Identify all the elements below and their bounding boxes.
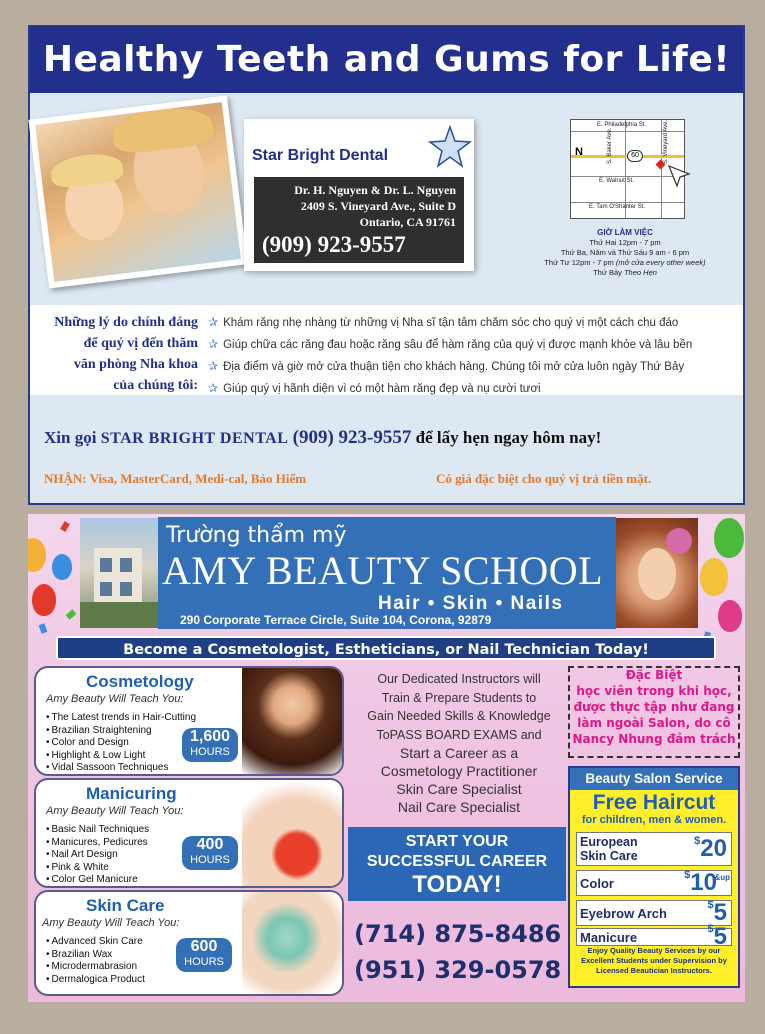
list-item: • The Latest trends in Hair-Cutting [46,712,196,725]
map-street: S. Baker Ave. [607,127,613,164]
hair-model-photo [242,668,342,774]
free-haircut-sub: for children, men & women. [581,814,727,826]
star-icon: ✰ [208,315,219,329]
map-street: E. Tam O'Shanter St. [589,204,646,210]
program-title: Skin Care [86,896,165,915]
teach-label: Amy Beauty Will Teach You: [46,693,184,705]
list-item: • Highlight & Low Light [46,750,196,763]
list-item: • Color Gel Manicure [46,874,149,887]
hours-badge: 600 HOURS [176,938,232,972]
map-street: E. Walnut St. [599,178,634,184]
teach-label: Amy Beauty Will Teach You: [42,917,180,929]
star-icon: ✰ [208,359,219,373]
star-icon: ✰ [208,381,219,395]
accepted-payments: NHẬN: Visa, MasterCard, Medi-cal, Bảo Hiểm [44,471,307,486]
list-item: • Brazilian Straightening [46,725,196,738]
school-building-photo [80,518,158,628]
salon-service-box [568,766,740,988]
teach-label: Amy Beauty Will Teach You: [46,805,184,817]
doctor-names: Dr. H. Nguyen & Dr. L. Nguyen [294,183,456,197]
business-card [244,119,474,271]
special-offer-box: Đặc Biệt học viên trong khi học, được thực tập như đang làm ngoài Salon, do cô Nancy Nhung đảm trách [568,666,740,758]
nails-flower-photo [242,780,342,886]
dental-ad [28,25,745,505]
balloon-icon [700,558,728,596]
school-name: AMY BEAUTY SCHOOL [162,548,604,593]
card-phone[interactable]: (909) 923-9557 [262,232,406,257]
list-item: • Brazilian Wax [46,949,145,962]
balloon-icon [28,538,46,572]
free-haircut: Free Haircut [592,791,716,814]
beauty-school-ad [28,514,745,1002]
list-item: • Pink & White [46,862,149,875]
balloon-icon [52,554,72,580]
school-phone-1[interactable]: (714) 875-8486 [354,920,562,948]
list-item: • Color and Design [46,737,196,750]
hours-title: GIỜ LÀM VIỆC [597,228,653,237]
reason-item: ✰ Khám răng nhẹ nhàng từ những vị Nha sĩ tận tâm chăm sóc cho quý vị một cách chu đáo [208,315,679,329]
cash-discount: Có giá đặc biệt cho quý vị trả tiền mặt. [436,471,652,486]
star-icon: ✰ [208,337,219,351]
dental-headline: Healthy Teeth and Gums for Life! [30,27,743,93]
school-tagline: Hair • Skin • Nails [378,593,564,614]
service-item: European Skin Care $20 [576,832,732,866]
program-manicuring [34,778,344,888]
program-title: Manicuring [86,784,177,803]
hours-line: Thứ Ba, Năm và Thứ Sáu 9 am - 6 pm [560,248,690,257]
card-details [254,177,464,263]
program-items [46,712,196,775]
school-subtitle: Trường thẩm mỹ [166,523,347,548]
list-item: • Manicures, Pedicures [46,837,149,850]
program-skin-care [34,890,344,996]
service-item: Color $10 &up [576,870,732,896]
program-title: Cosmetology [86,672,194,691]
cursor-pointer-icon [667,164,691,188]
hours-line: Thứ Tư 12pm - 7 pm (mở cửa every other week) [544,258,706,267]
school-header [158,517,616,629]
star-icon [428,125,472,169]
start-career-banner: START YOUR SUCCESSFUL CAREER TODAY! [348,827,566,901]
salon-heading: Beauty Salon Service [570,768,738,790]
list-item: • Advanced Skin Care [46,936,145,949]
service-item: Eyebrow Arch $5 [576,900,732,926]
address-line-1: 2409 S. Vineyard Ave., Suite D [300,199,456,213]
location-map [570,119,685,219]
program-items [46,824,149,887]
salon-fine-print: Enjoy Quality Beauty Services by our Excellent Students under Supervision by Licensed Beautician Instructors. [581,946,727,975]
call-phone[interactable]: (909) 923-9557 [292,427,412,448]
highway-shield: 60 [627,150,643,162]
reason-item: ✰ Giúp chữa các răng đau hoặc răng sâu để hàm răng của quý vị được mạnh khỏe và lâu bền [208,337,693,351]
service-item: Manicure $5 [576,928,732,946]
model-photo [616,518,698,628]
school-phone-2[interactable]: (951) 329-0578 [354,956,562,984]
balloon-icon [714,518,744,558]
balloon-icon [718,600,742,632]
reasons-list [208,312,748,400]
program-items [46,936,145,986]
program-cosmetology [34,666,344,776]
reason-item: ✰ Giúp quý vị hãnh diện vì có một hàm răng đẹp và nụ cười tươi [208,381,541,395]
list-item: • Microdermabrasion [46,961,145,974]
reasons-title: Những lý do chính đáng để quý vị đến thăm văn phòng Nha khoa của chúng tôi: [54,315,198,393]
balloon-icon [32,584,56,616]
list-item: • Dermalogica Product [46,974,145,987]
list-item: • Basic Nail Techniques [46,824,149,837]
call-to-action: Xin gọi STAR BRIGHT DENTAL (909) 923-9557 để lấy hẹn ngay hôm nay! [44,427,602,448]
instructors-text: Our Dedicated Instructors will Train & Prepare Students to Gain Needed Skills & Knowledge ToPASS BOARD EXAMS and Start a Career as a Cosmetology Practitioner Skin Care Specialist Nail Care Specialist [367,672,551,815]
list-item: • Vidal Sassoon Techniques [46,762,196,775]
list-item: • Nail Art Design [46,849,149,862]
hours-badge: 1,600 HOURS [182,728,238,762]
hours-line: Thứ Bảy Theo Hẹn [593,268,657,277]
reason-item: ✰ Địa điểm và giờ mở cửa thuận tiện cho khách hàng. Chúng tôi mở cửa luôn ngày Thứ Bảy [208,359,685,373]
practice-name: Star Bright Dental [252,147,389,164]
hours-badge: 400 HOURS [182,836,238,870]
facial-photo [242,892,342,994]
map-street: S. Vineyard Ave. [663,119,669,164]
office-hours [530,228,720,278]
north-arrow: N [575,146,583,158]
family-photo [28,95,247,288]
school-address: 290 Corporate Terrace Circle, Suite 104, Corona, 92879 [180,613,492,627]
map-street: E. Philadelphia St. [597,122,647,128]
hours-line: Thứ Hai 12pm - 7 pm [589,238,661,247]
address-line-2: Ontario, CA 91761 [359,215,456,229]
become-banner: Become a Cosmetologist, Estheticians, or Nail Technician Today! [56,636,716,660]
